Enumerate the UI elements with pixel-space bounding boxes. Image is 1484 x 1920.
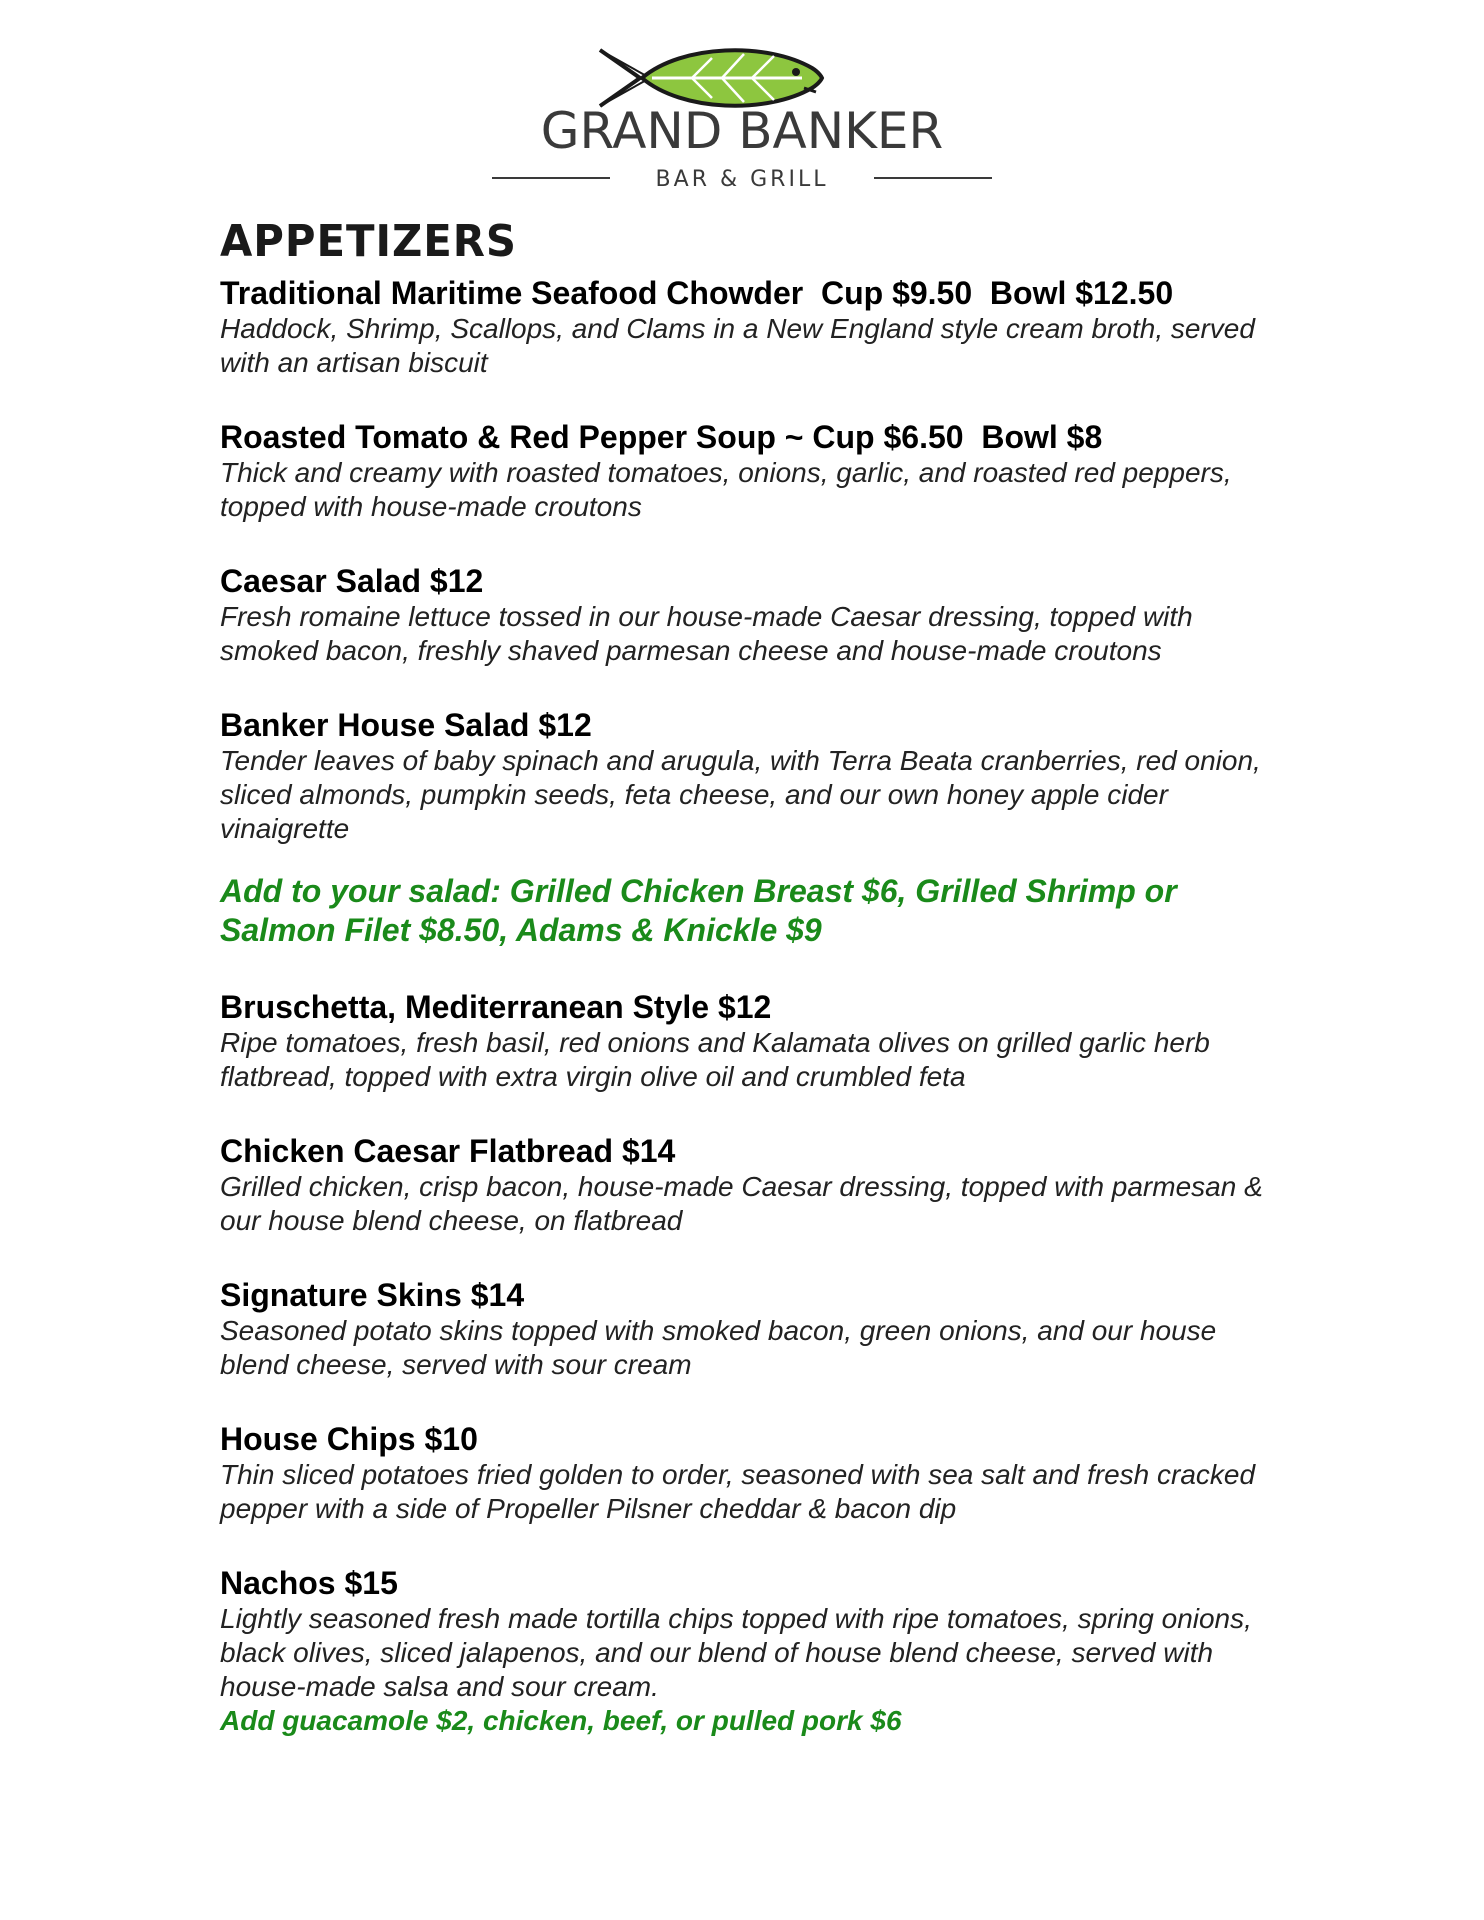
item-title: Roasted Tomato & Red Pepper Soup ~ Cup $6.50 Bowl $8 xyxy=(220,419,1103,455)
item-description: Grilled chicken, crisp bacon, house-made Caesar dressing, topped with parmesan & our house blend cheese, on flatbread xyxy=(220,1171,1263,1236)
item-description: Seasoned potato skins topped with smoked bacon, green onions, and our house blend cheese, served with sour cream xyxy=(220,1315,1217,1380)
salad-addon-note: Add to your salad: Grilled Chicken Breast $6, Grilled Shrimp or Salmon Filet $8.50, Adams & Knickle $9 xyxy=(220,873,1177,948)
item-description: Tender leaves of baby spinach and arugula, with Terra Beata cranberries, red onion, sliced almonds, pumpkin seeds, feta cheese, and our own honey apple cider vinaigrette xyxy=(220,745,1261,844)
item-description: Lightly seasoned fresh made tortilla chips topped with ripe tomatoes, spring onions, black olives, sliced jalapenos, and our blend of house blend cheese, served with house-made salsa and sour cream. xyxy=(220,1603,1252,1702)
item-description: Ripe tomatoes, fresh basil, red onions and Kalamata olives on grilled garlic herb flatbread, topped with extra virgin olive oil and crumbled feta xyxy=(220,1027,1210,1092)
brand-tagline: BAR & GRILL xyxy=(655,167,829,190)
menu-item xyxy=(220,418,1280,524)
item-description: Fresh romaine lettuce tossed in our house-made Caesar dressing, topped with smoked bacon, freshly shaved parmesan cheese and house-made croutons xyxy=(220,601,1193,666)
section-title: APPETIZERS xyxy=(220,216,517,267)
menu-item xyxy=(220,1420,1280,1526)
brand-name: GRAND BANKER xyxy=(540,102,944,160)
nachos-addon-note: Add guacamole $2, chicken, beef, or pulled pork $6 xyxy=(220,1705,902,1736)
menu-content xyxy=(220,218,1280,1776)
item-title: House Chips $10 xyxy=(220,1421,478,1457)
item-title: Bruschetta, Mediterranean Style $12 xyxy=(220,989,772,1025)
menu-item xyxy=(220,562,1280,668)
menu-item xyxy=(220,1132,1280,1238)
item-title: Nachos $15 xyxy=(220,1565,398,1601)
item-title: Traditional Maritime Seafood Chowder Cup $9.50 Bowl $12.50 xyxy=(220,275,1174,311)
item-description: Haddock, Shrimp, Scallops, and Clams in a New England style cream broth, served with an artisan biscuit xyxy=(220,313,1255,378)
item-title: Signature Skins $14 xyxy=(220,1277,525,1313)
fish-logo-icon xyxy=(482,30,1002,190)
item-title: Caesar Salad $12 xyxy=(220,563,484,599)
menu-item xyxy=(220,274,1280,380)
menu-item xyxy=(220,988,1280,1094)
item-title: Banker House Salad $12 xyxy=(220,707,592,743)
menu-item xyxy=(220,706,1280,846)
menu-item xyxy=(220,1564,1280,1738)
menu-item xyxy=(220,1276,1280,1382)
item-title: Chicken Caesar Flatbread $14 xyxy=(220,1133,676,1169)
item-description: Thin sliced potatoes fried golden to order, seasoned with sea salt and fresh cracked pepper with a side of Propeller Pilsner cheddar & bacon dip xyxy=(220,1459,1256,1524)
logo xyxy=(0,30,1484,190)
item-description: Thick and creamy with roasted tomatoes, onions, garlic, and roasted red peppers, topped with house-made croutons xyxy=(220,457,1232,522)
